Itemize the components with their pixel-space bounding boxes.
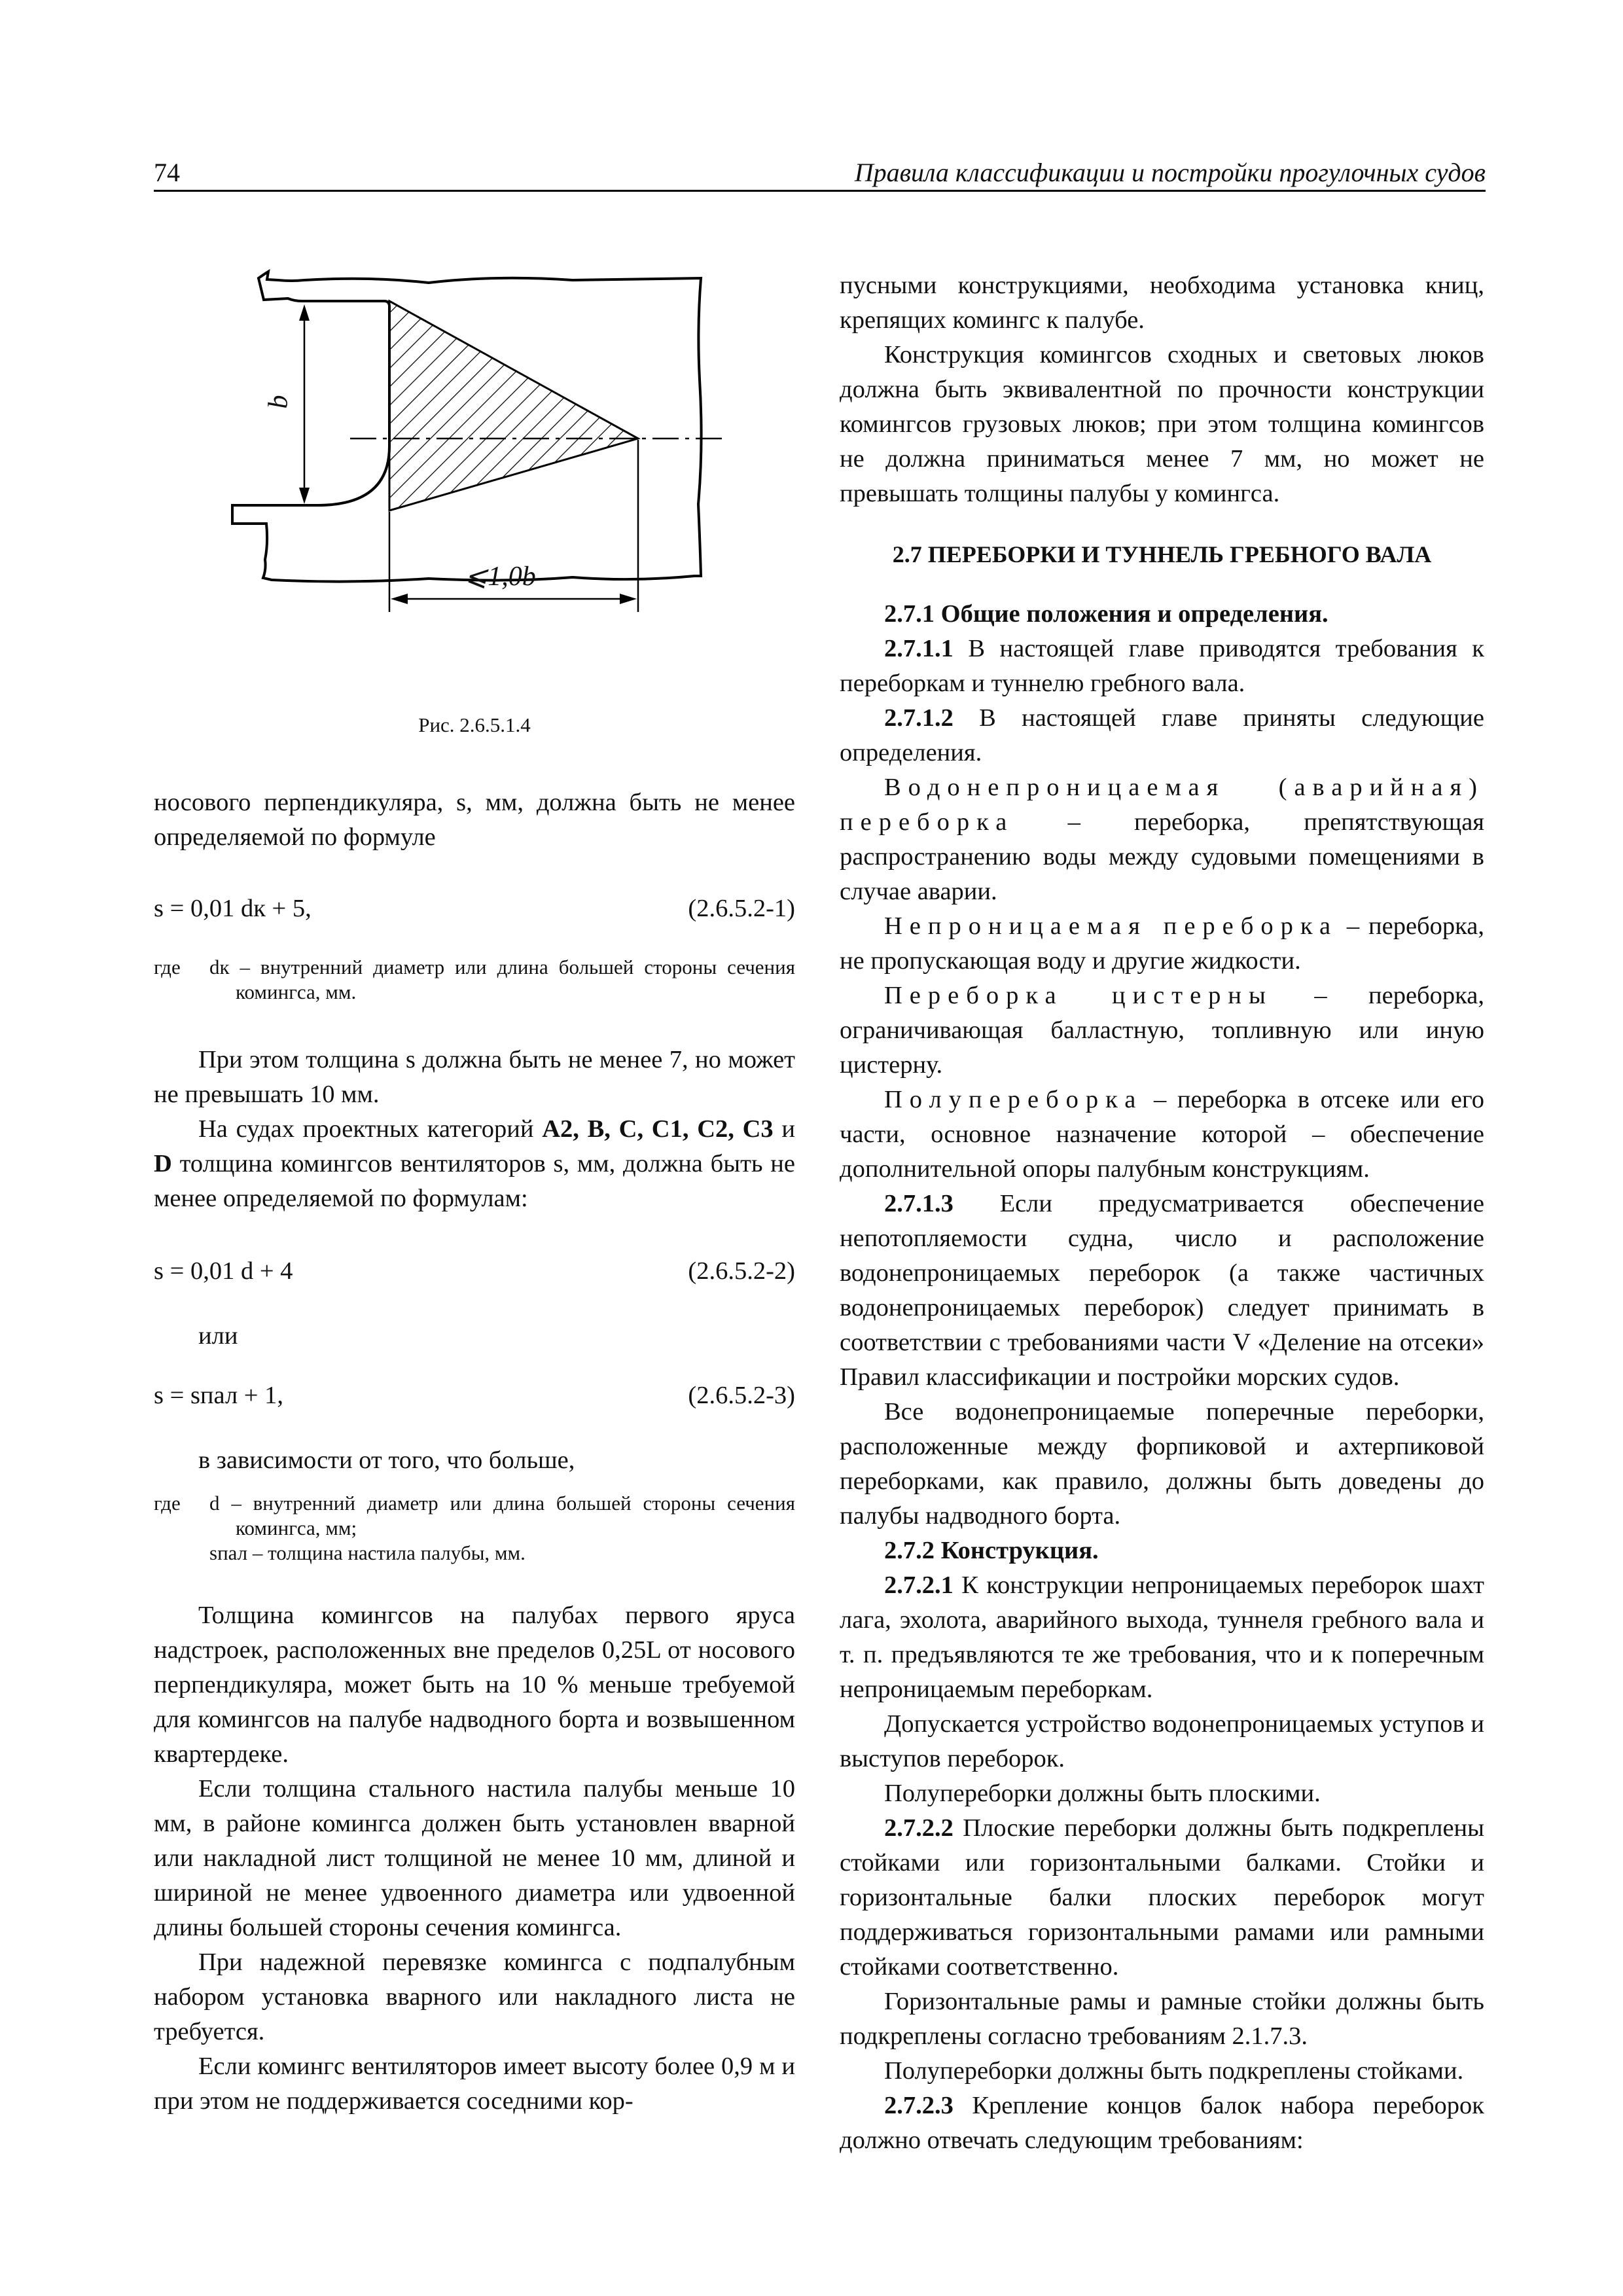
paragraph: Горизонтальные рамы и рамные стойки должны быть подкреплены согласно требованиям 2.1.7.3. xyxy=(840,1988,1484,2050)
figure-caption: Рис. 2.6.5.1.4 xyxy=(418,713,531,736)
figure xyxy=(154,196,795,766)
text: и xyxy=(781,1115,796,1143)
paragraph: носового перпендикуляра, s, мм, должна быть не менее определяемой по формуле xyxy=(154,789,795,851)
paragraph: Полупереборки должны быть подкреплены стойками. xyxy=(884,2057,1464,2085)
formula-note xyxy=(154,1491,795,1566)
paragraph xyxy=(840,1811,1484,1984)
paragraph xyxy=(154,1112,795,1216)
definition xyxy=(840,770,1484,909)
text: На судах проектных категорий xyxy=(198,1115,534,1143)
subsection-heading-2-7-2 xyxy=(840,1534,1484,1568)
text: В настоящей главе приняты следующие определения. xyxy=(840,704,1484,766)
or-text: или xyxy=(198,1322,238,1350)
formula-number: (2.6.5.2-3) xyxy=(688,1382,795,1409)
paragraph: Полупереборки должны быть плоскими. xyxy=(884,1780,1321,1807)
note-where: где xyxy=(154,1492,181,1515)
text: – переборка, не пропускающая воду и другие жидкости. xyxy=(840,912,1484,975)
formula-text: s = 0,01 d + 4 xyxy=(154,1257,293,1285)
paragraph: Если толщина стального настила палубы меньше 10 мм, в районе комингса должен быть установлен вварной или накладной лист толщиной не менее 10 мм, длиной и шириной не менее удвоенного диаметра или удвоенной длины большей стороны сечения комингса. xyxy=(154,1775,795,1941)
definition xyxy=(840,1083,1484,1187)
definition xyxy=(840,978,1484,1083)
clause-number: 2.7.1.2 xyxy=(884,704,954,732)
clause-number: 2.7.2.1 xyxy=(884,1571,954,1599)
paragraph xyxy=(840,1568,1484,1707)
text: Крепление концов балок набора переборок должно отвечать следующим требованиям: xyxy=(840,2092,1485,2154)
label-dimension: ⩽1,0b xyxy=(465,562,536,592)
label-b: b xyxy=(263,395,294,409)
paragraph: При этом толщина s должна быть не менее 7, но может не превышать 10 мм. xyxy=(154,1046,795,1108)
formula-number: (2.6.5.2-1) xyxy=(688,895,795,922)
paragraph: Конструкция комингсов сходных и световых люков должна быть эквивалентной по прочности конструкции комингсов грузовых люков; при этом толщина комингсов не должна приниматься менее 7 мм, но может не превышать толщины палубы у комингса. xyxy=(840,341,1484,507)
formula-text: s = 0,01 dк + 5, xyxy=(154,895,312,922)
paragraph xyxy=(840,632,1484,701)
paragraph: Допускается устройство водонепроницаемых уступов и выступов переборок. xyxy=(840,1710,1484,1772)
text: В настоящей главе приводятся требования к переборкам и туннелю гребного вала. xyxy=(840,635,1484,697)
left-column xyxy=(154,196,795,2119)
clause-number: 2.7.2.2 xyxy=(884,1814,954,1842)
formula-note xyxy=(154,955,795,1005)
paragraph xyxy=(840,1187,1484,1395)
term: Переборка цистерны xyxy=(884,982,1273,1009)
paragraph: Толщина комингсов на палубах первого яруса надстроек, расположенных вне пределов 0,25L от носового перпендикуляра, может быть на 10 % меньше требуемой для комингсов на палубе надводного борта и возвышенном квартердеке. xyxy=(154,1602,795,1768)
text: – переборка в отсеке или его части, основное назначение которой – обеспечение дополнительной опоры палубным конструкциям. xyxy=(840,1086,1484,1183)
category-d: D xyxy=(154,1150,172,1177)
note-where: где xyxy=(154,956,181,978)
clause-number: 2.7.1.3 xyxy=(884,1190,954,1217)
weld-hatched xyxy=(389,301,638,511)
clause-number: 2.7.2.3 xyxy=(884,2092,954,2119)
clause-number: 2.7.1.1 xyxy=(884,635,954,662)
text: Плоские переборки должны быть подкреплены стойками или горизонтальными балками. Стойки и горизонтальные балки плоских переборок могут поддерживаться горизонтальными рамами или рамными стойками соответственно. xyxy=(840,1814,1484,1981)
paragraph: Все водонепроницаемые поперечные переборки, расположенные между форпиковой и ахтерпиковой переборками, как правило, должны быть доведены до палубы надводного борта. xyxy=(840,1398,1484,1530)
formula-2-6-5-2-3 xyxy=(154,1381,795,1416)
formula-text: s = sпал + 1, xyxy=(154,1382,284,1409)
paragraph xyxy=(840,701,1484,770)
definition xyxy=(840,909,1484,978)
section-heading-2-7: 2.7 ПЕРЕБОРКИ И ТУННЕЛЬ ГРЕБНОГО ВАЛА xyxy=(892,541,1432,567)
paragraph xyxy=(840,2089,1484,2158)
formula-number: (2.6.5.2-2) xyxy=(688,1257,795,1285)
page-number: 74 xyxy=(154,158,180,187)
paragraph: Если комингс вентиляторов имеет высоту более 0,9 м и при этом не поддерживается соседними кор- xyxy=(154,2053,795,2115)
depending-text: в зависимости от того, что больше, xyxy=(198,1446,575,1474)
note-definition: dк – внутренний диаметр или длина большей стороны сечения комингса, мм. xyxy=(209,956,795,1003)
term: Водонепроницаемая (аварийная) переборка xyxy=(840,774,1484,836)
heading-text: 2.7.2 Конструкция. xyxy=(884,1537,1099,1564)
term: Непроницаемая переборка xyxy=(884,912,1338,940)
subsection-heading-2-7-1 xyxy=(840,597,1484,632)
text: – переборка, препятствующая распространению воды между судовыми помещениями в случае аварии. xyxy=(840,808,1485,905)
paragraph: пусными конструкциями, необходима установка книц, крепящих комингс к палубе. xyxy=(840,272,1484,334)
page-header xyxy=(154,151,1486,192)
note-definition: d – внутренний диаметр или длина большей стороны сечения комингса, мм; xyxy=(209,1492,795,1539)
note-definition: sпал – толщина настила палубы, мм. xyxy=(209,1541,526,1564)
categories: A2, B, C, C1, C2, C3 xyxy=(542,1115,774,1143)
text: Если предусматривается обеспечение непотопляемости судна, число и расположение водонепроницаемых переборок (а также частичных водонепроницаемых переборок) следует принимать в соответствии с требованиями части V «Деление на отсеки» Правил классификации и постройки морских судов. xyxy=(840,1190,1484,1391)
heading-text: 2.7.1 Общие положения и определения. xyxy=(884,600,1329,628)
term: Полупереборка xyxy=(884,1086,1143,1113)
text: К конструкции непроницаемых переборок шахт лага, эхолота, аварийного выхода, туннеля гребного вала и т. п. предъявляются те же требования, что и к поперечным непроницаемым переборкам. xyxy=(840,1571,1485,1703)
formula-2-6-5-2-1 xyxy=(154,894,795,929)
coaming-drawing xyxy=(154,196,795,707)
paragraph: При надежной перевязке комингса с подпалубным набором установка вварного или накладного листа не требуется. xyxy=(154,1948,795,2045)
right-column xyxy=(840,268,1484,2158)
running-title: Правила классификации и постройки прогулочных судов xyxy=(854,158,1486,187)
formula-2-6-5-2-2 xyxy=(154,1257,795,1291)
text: – переборка, ограничивающая балластную, топливную или иную цистерну. xyxy=(840,982,1484,1079)
text: толщина комингсов вентиляторов s, мм, должна быть не менее определяемой по формулам: xyxy=(154,1150,795,1212)
